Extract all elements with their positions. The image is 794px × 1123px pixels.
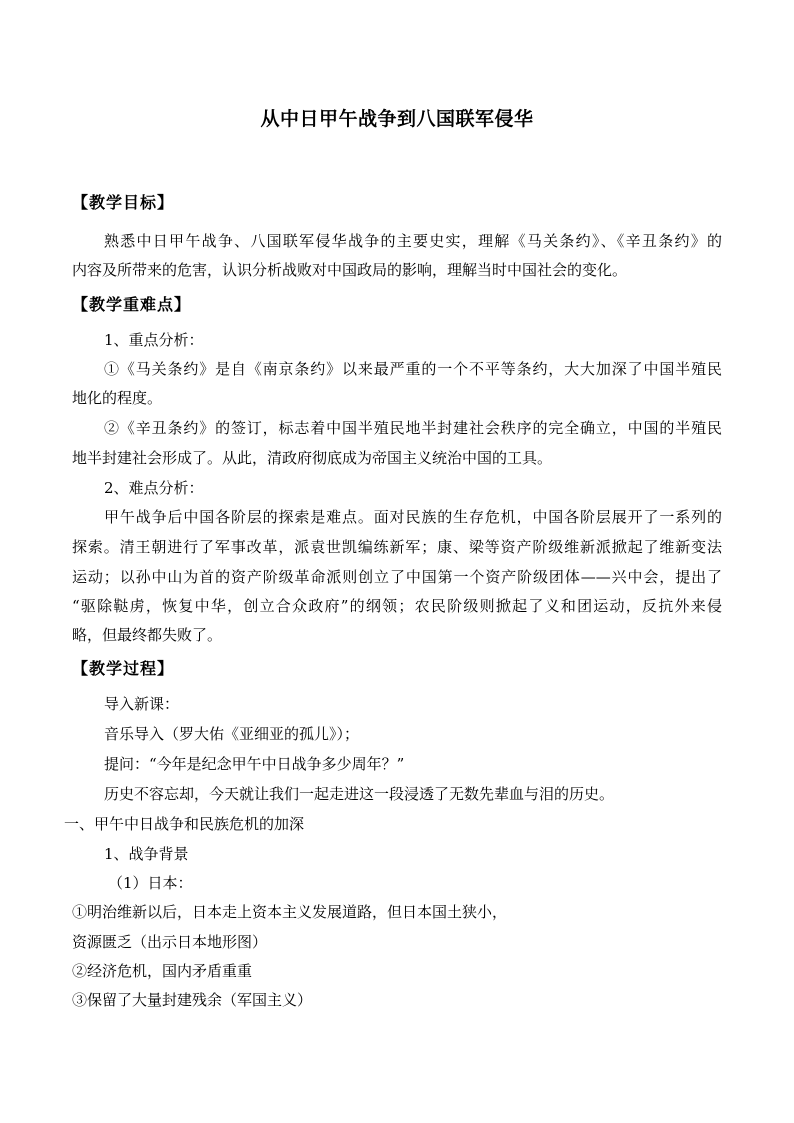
paragraph-line: 略，但最终都失败了。 — [72, 626, 223, 644]
paragraph-line: 熟悉中日甲午战争、八国联军侵华战争的主要史实，理解《马关条约》、《辛丑条约》的 — [104, 232, 722, 250]
paragraph-line: ①明治维新以后，日本走上资本主义发展道路，但日本国土狭小， — [72, 903, 508, 921]
paragraph-line: 甲午战争后中国各阶层的探索是难点。面对民族的生存危机，中国各阶层展开了一系列的 — [104, 508, 722, 526]
paragraph-line: 探索。清王朝进行了军事改革，派袁世凯编练新军；康、梁等资产阶级维新派掀起了维新变法 — [72, 538, 722, 556]
paragraph-line: 资源匮乏（出示日本地形图） — [72, 933, 268, 951]
paragraph-line: 提问：“今年是纪念甲午中日战争多少周年？” — [104, 755, 405, 773]
paragraph-line: ①《马关条约》是自《南京条约》以来最严重的一个不平等条约，大大加深了中国半殖民 — [104, 360, 722, 378]
paragraph-line: 地化的程度。 — [72, 389, 163, 407]
section-heading-key: 【教学重难点】 — [72, 295, 192, 314]
paragraph-line: 1、战争背景 — [104, 845, 189, 863]
section-heading-process: 【教学过程】 — [72, 659, 175, 678]
paragraph-line: “驱除鞑虏，恢复中华，创立合众政府”的纲领；农民阶级则掀起了义和团运动，反抗外来侵 — [72, 597, 722, 615]
section-heading-goal: 【教学目标】 — [72, 193, 175, 212]
subheading-difficult-points: 2、难点分析： — [104, 479, 204, 497]
paragraph-line: （1）日本： — [108, 874, 193, 892]
subheading-key-points: 1、重点分析： — [104, 331, 204, 349]
paragraph-line: ②经济危机，国内矛盾重重 — [72, 962, 253, 980]
paragraph-line: 导入新课： — [104, 695, 180, 713]
paragraph-line: ③保留了大量封建残余（军国主义） — [72, 991, 313, 1009]
paragraph-line: 地半封建社会形成了。从此，清政府彻底成为帝国主义统治中国的工具。 — [72, 449, 553, 467]
paragraph-line: 运动；以孙中山为首的资产阶级革命派则创立了中国第一个资产阶级团体——兴中会，提出了 — [72, 568, 722, 586]
document-title: 从中日甲午战争到八国联军侵华 — [260, 108, 534, 130]
paragraph-line: ②《辛丑条约》的签订，标志着中国半殖民地半封建社会秩序的完全确立，中国的半殖民 — [104, 419, 722, 437]
paragraph-line: 内容及所带来的危害，认识分析战败对中国政局的影响，理解当时中国社会的变化。 — [72, 261, 628, 279]
paragraph-line: 历史不容忘却，今天就让我们一起走进这一段浸透了无数先辈血与泪的历史。 — [104, 785, 615, 803]
paragraph-line: 音乐导入（罗大佑《亚细亚的孤儿》）； — [104, 725, 360, 743]
subsection-heading: 一、甲午中日战争和民族危机的加深 — [64, 815, 305, 833]
